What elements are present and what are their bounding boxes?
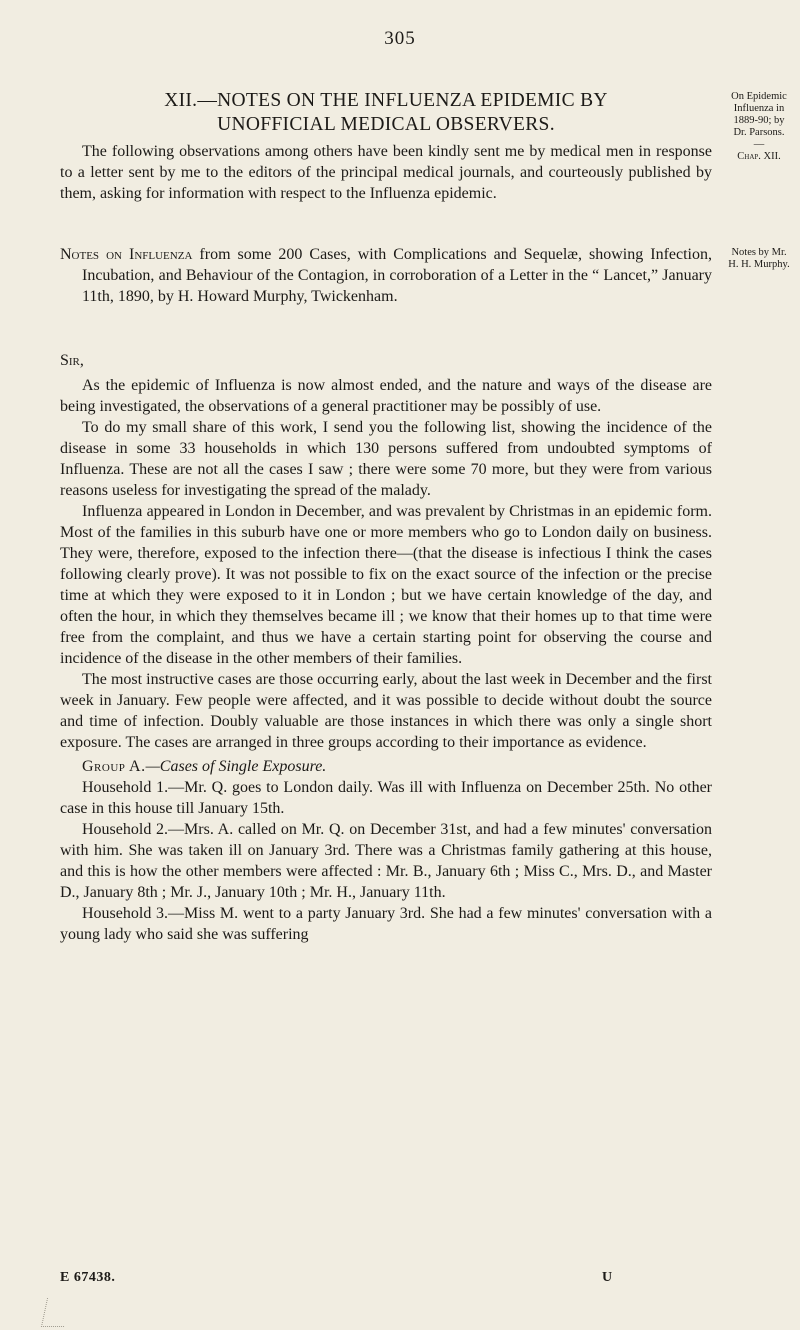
side-note-line: Dr. Parsons.	[733, 127, 785, 138]
chapter-title	[60, 89, 712, 137]
intro-paragraph: The following observations among others have been kindly sent me by medical men in response to a letter sent by me to the editors of the principal medical journals, and courteously published by them, asking for information with respect to the Influenza epidemic.	[60, 143, 712, 202]
page-corner-mark	[41, 1298, 70, 1327]
letter-paragraph: The most instructive cases are those occurring early, about the last week in December and the first week in January. Few people were affected, and it was possible to decide without doubt the source and time of infection. Doubly valuable are those instances in which there was only a single short exposure. The cases are arranged in three groups according to their importance as evidence.	[60, 671, 712, 751]
chapter-title-line-2: UNOFFICIAL MEDICAL OBSERVERS.	[217, 114, 555, 135]
side-note-line: On Epidemic	[731, 91, 787, 102]
notes-heading	[60, 244, 712, 307]
letter-body	[60, 350, 712, 945]
letter-paragraph: As the epidemic of Influenza is now almost ended, and the nature and ways of the disease are being investigated, the observations of a general practitioner may be possibly of use.	[60, 377, 712, 415]
side-note-line: H. H. Murphy.	[728, 259, 790, 270]
chapter-title-line-1: XII.—NOTES ON THE INFLUENZA EPIDEMIC BY	[164, 90, 608, 111]
printer-signature: E 67438.	[60, 1270, 116, 1285]
household-entry: Household 3.—Miss M. went to a party January 3rd. She had a few minutes' conversation with a young lady who said she was suffering	[60, 905, 712, 943]
side-note-line: —	[753, 139, 765, 150]
household-entry: Household 1.—Mr. Q. goes to London daily. Was ill with Influenza on December 25th. No other case in this house till January 15th.	[60, 779, 712, 817]
side-note-line: Chap. XII.	[737, 151, 781, 162]
group-a-subtitle: —Cases of Single Exposure.	[145, 758, 327, 775]
letter-paragraph: Influenza appeared in London in December, and was prevalent by Christmas in an epidemic form. Most of the families in this suburb have one or more members who go to London daily on business. They were, therefore, exposed to the infection there—(that the disease is infectious I think the cases following clearly prove). It was not possible to fix on the exact source of the infection or the precise time at which they were exposed to it in London ; but we have certain knowledge of the day, and often the hour, in which they themselves became ill ; we know that their homes up to that time were free from the complaint, and thus we have a certain starting point for observing the course and incidence of the disease in the other members of their families.	[60, 503, 712, 667]
side-note-line: Notes by Mr.	[731, 247, 787, 258]
side-note-line: Influenza in	[733, 103, 785, 114]
notes-heading-lead: Notes on Influenza	[60, 246, 193, 263]
notes-heading-text: from some 200 Cases, with Complications and Sequelæ, showing Infection, Incubation, and Behaviour of the Contagion, in corroboration of a Letter in the “ Lancet,” January 11th, 1890, by H. Howard Murphy, Twickenham.	[82, 246, 712, 305]
letter-paragraph: To do my small share of this work, I send you the following list, showing the incidence of the disease in some 33 households in which 130 persons suffered from undoubted symptoms of Influenza. These are not all the cases I saw ; there were some 70 more, but they were from various reasons useless for investigating the spread of the malady.	[60, 419, 712, 499]
group-a-label: Group A.	[82, 758, 146, 775]
household-entry: Household 2.—Mrs. A. called on Mr. Q. on December 31st, and had a few minutes' conversation with him. She was taken ill on January 3rd. There was a Christmas family gathering at this house, and this is how the other members were affected : Mr. B., January 6th ; Miss C., Mrs. D., and Master D., January 8th ; Mr. J., January 10th ; Mr. H., January 11th.	[60, 821, 712, 901]
salutation: Sir,	[60, 352, 84, 369]
group-a-heading	[60, 756, 712, 777]
page-number: 305	[384, 28, 416, 49]
side-note-chapter	[720, 91, 798, 163]
intro-section	[60, 141, 712, 204]
side-note-murphy	[720, 247, 798, 271]
side-note-line: 1889-90; by	[733, 115, 785, 126]
signature-mark: U	[602, 1270, 613, 1285]
